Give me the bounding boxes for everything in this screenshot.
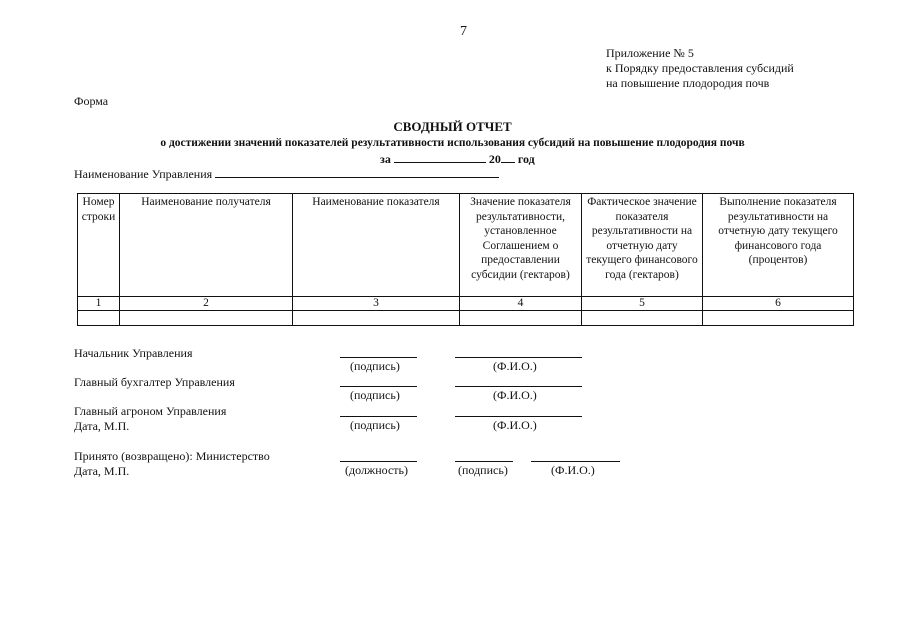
report-period: [380, 151, 535, 167]
header-row-number: Номер строки: [78, 194, 120, 297]
report-subtitle: о достижении значений показателей результативности использования субсидий на повышение плодородия почв: [160, 137, 745, 149]
period-blank: [394, 151, 486, 163]
period-suffix: год: [517, 152, 535, 166]
head-name-caption: (Ф.И.О.): [493, 359, 537, 373]
agronomist-block: [74, 404, 226, 434]
ministry-date-label: Дата, М.П.: [74, 464, 130, 478]
head-label: Начальник Управления: [74, 346, 193, 360]
table-cell: [460, 311, 582, 326]
agronomist-signature-line: [340, 416, 417, 417]
page-number: 7: [460, 24, 467, 39]
header-recipient: Наименование получателя: [120, 194, 293, 297]
head-signature-caption: (подпись): [350, 359, 400, 373]
ministry-position-line: [340, 461, 417, 462]
col-number-4: 4: [460, 297, 582, 311]
table-cell: [582, 311, 703, 326]
col-number-5: 5: [582, 297, 703, 311]
department-line: [74, 166, 499, 182]
report-title: СВОДНЫЙ ОТЧЕТ: [393, 119, 512, 134]
col-number-6: 6: [703, 297, 854, 311]
accountant-name-caption: (Ф.И.О.): [493, 388, 537, 402]
ministry-label: Принято (возвращено): Министерство: [74, 449, 270, 463]
ministry-block: [74, 449, 270, 479]
table-cell: [120, 311, 293, 326]
table-cell: [293, 311, 460, 326]
year-blank: [501, 151, 515, 163]
period-prefix: за: [380, 152, 391, 166]
col-number-1: 1: [78, 297, 120, 311]
department-blank: [215, 166, 499, 178]
period-year-prefix: 20: [488, 152, 501, 166]
agronomist-signature-caption: (подпись): [350, 418, 400, 432]
header-actual-value: Фактическое значение показателя результативности на отчетную дату текущего финансового года (гектаров): [582, 194, 703, 297]
table-cell: [703, 311, 854, 326]
table-row: [78, 311, 854, 326]
head-signature-line: [340, 357, 417, 358]
appendix-line-3: на повышение плодородия почв: [606, 76, 770, 90]
appendix-line-2: к Порядку предоставления субсидий: [606, 61, 794, 75]
ministry-name-caption: (Ф.И.О.): [551, 463, 595, 477]
appendix-note: [606, 46, 794, 91]
accountant-signature-caption: (подпись): [350, 388, 400, 402]
accountant-name-line: [455, 386, 582, 387]
agronomist-name-line: [455, 416, 582, 417]
form-label: Форма: [74, 94, 109, 108]
agronomist-label: Главный агроном Управления: [74, 404, 227, 418]
agronomist-name-caption: (Ф.И.О.): [493, 418, 537, 432]
table-cell: [78, 311, 120, 326]
table-number-row: [78, 297, 854, 311]
ministry-position-caption: (должность): [345, 463, 408, 477]
ministry-name-line: [531, 461, 620, 462]
head-name-line: [455, 357, 582, 358]
report-table: [77, 193, 854, 326]
col-number-2: 2: [120, 297, 293, 311]
header-planned-value: Значение показателя результативности, установленное Соглашением о предоставлении субсидии (гектаров): [460, 194, 582, 297]
table-header-row: [78, 194, 854, 297]
header-indicator: Наименование показателя: [293, 194, 460, 297]
agronomist-date-label: Дата, М.П.: [74, 419, 130, 433]
col-number-3: 3: [293, 297, 460, 311]
accountant-label: Главный бухгалтер Управления: [74, 375, 235, 389]
ministry-signature-caption: (подпись): [458, 463, 508, 477]
appendix-line-1: Приложение № 5: [606, 46, 694, 60]
department-label: Наименование Управления: [74, 167, 213, 181]
header-completion: Выполнение показателя результативности на отчетную дату текущего финансового года (процентов): [703, 194, 854, 297]
ministry-signature-line: [455, 461, 513, 462]
accountant-signature-line: [340, 386, 417, 387]
